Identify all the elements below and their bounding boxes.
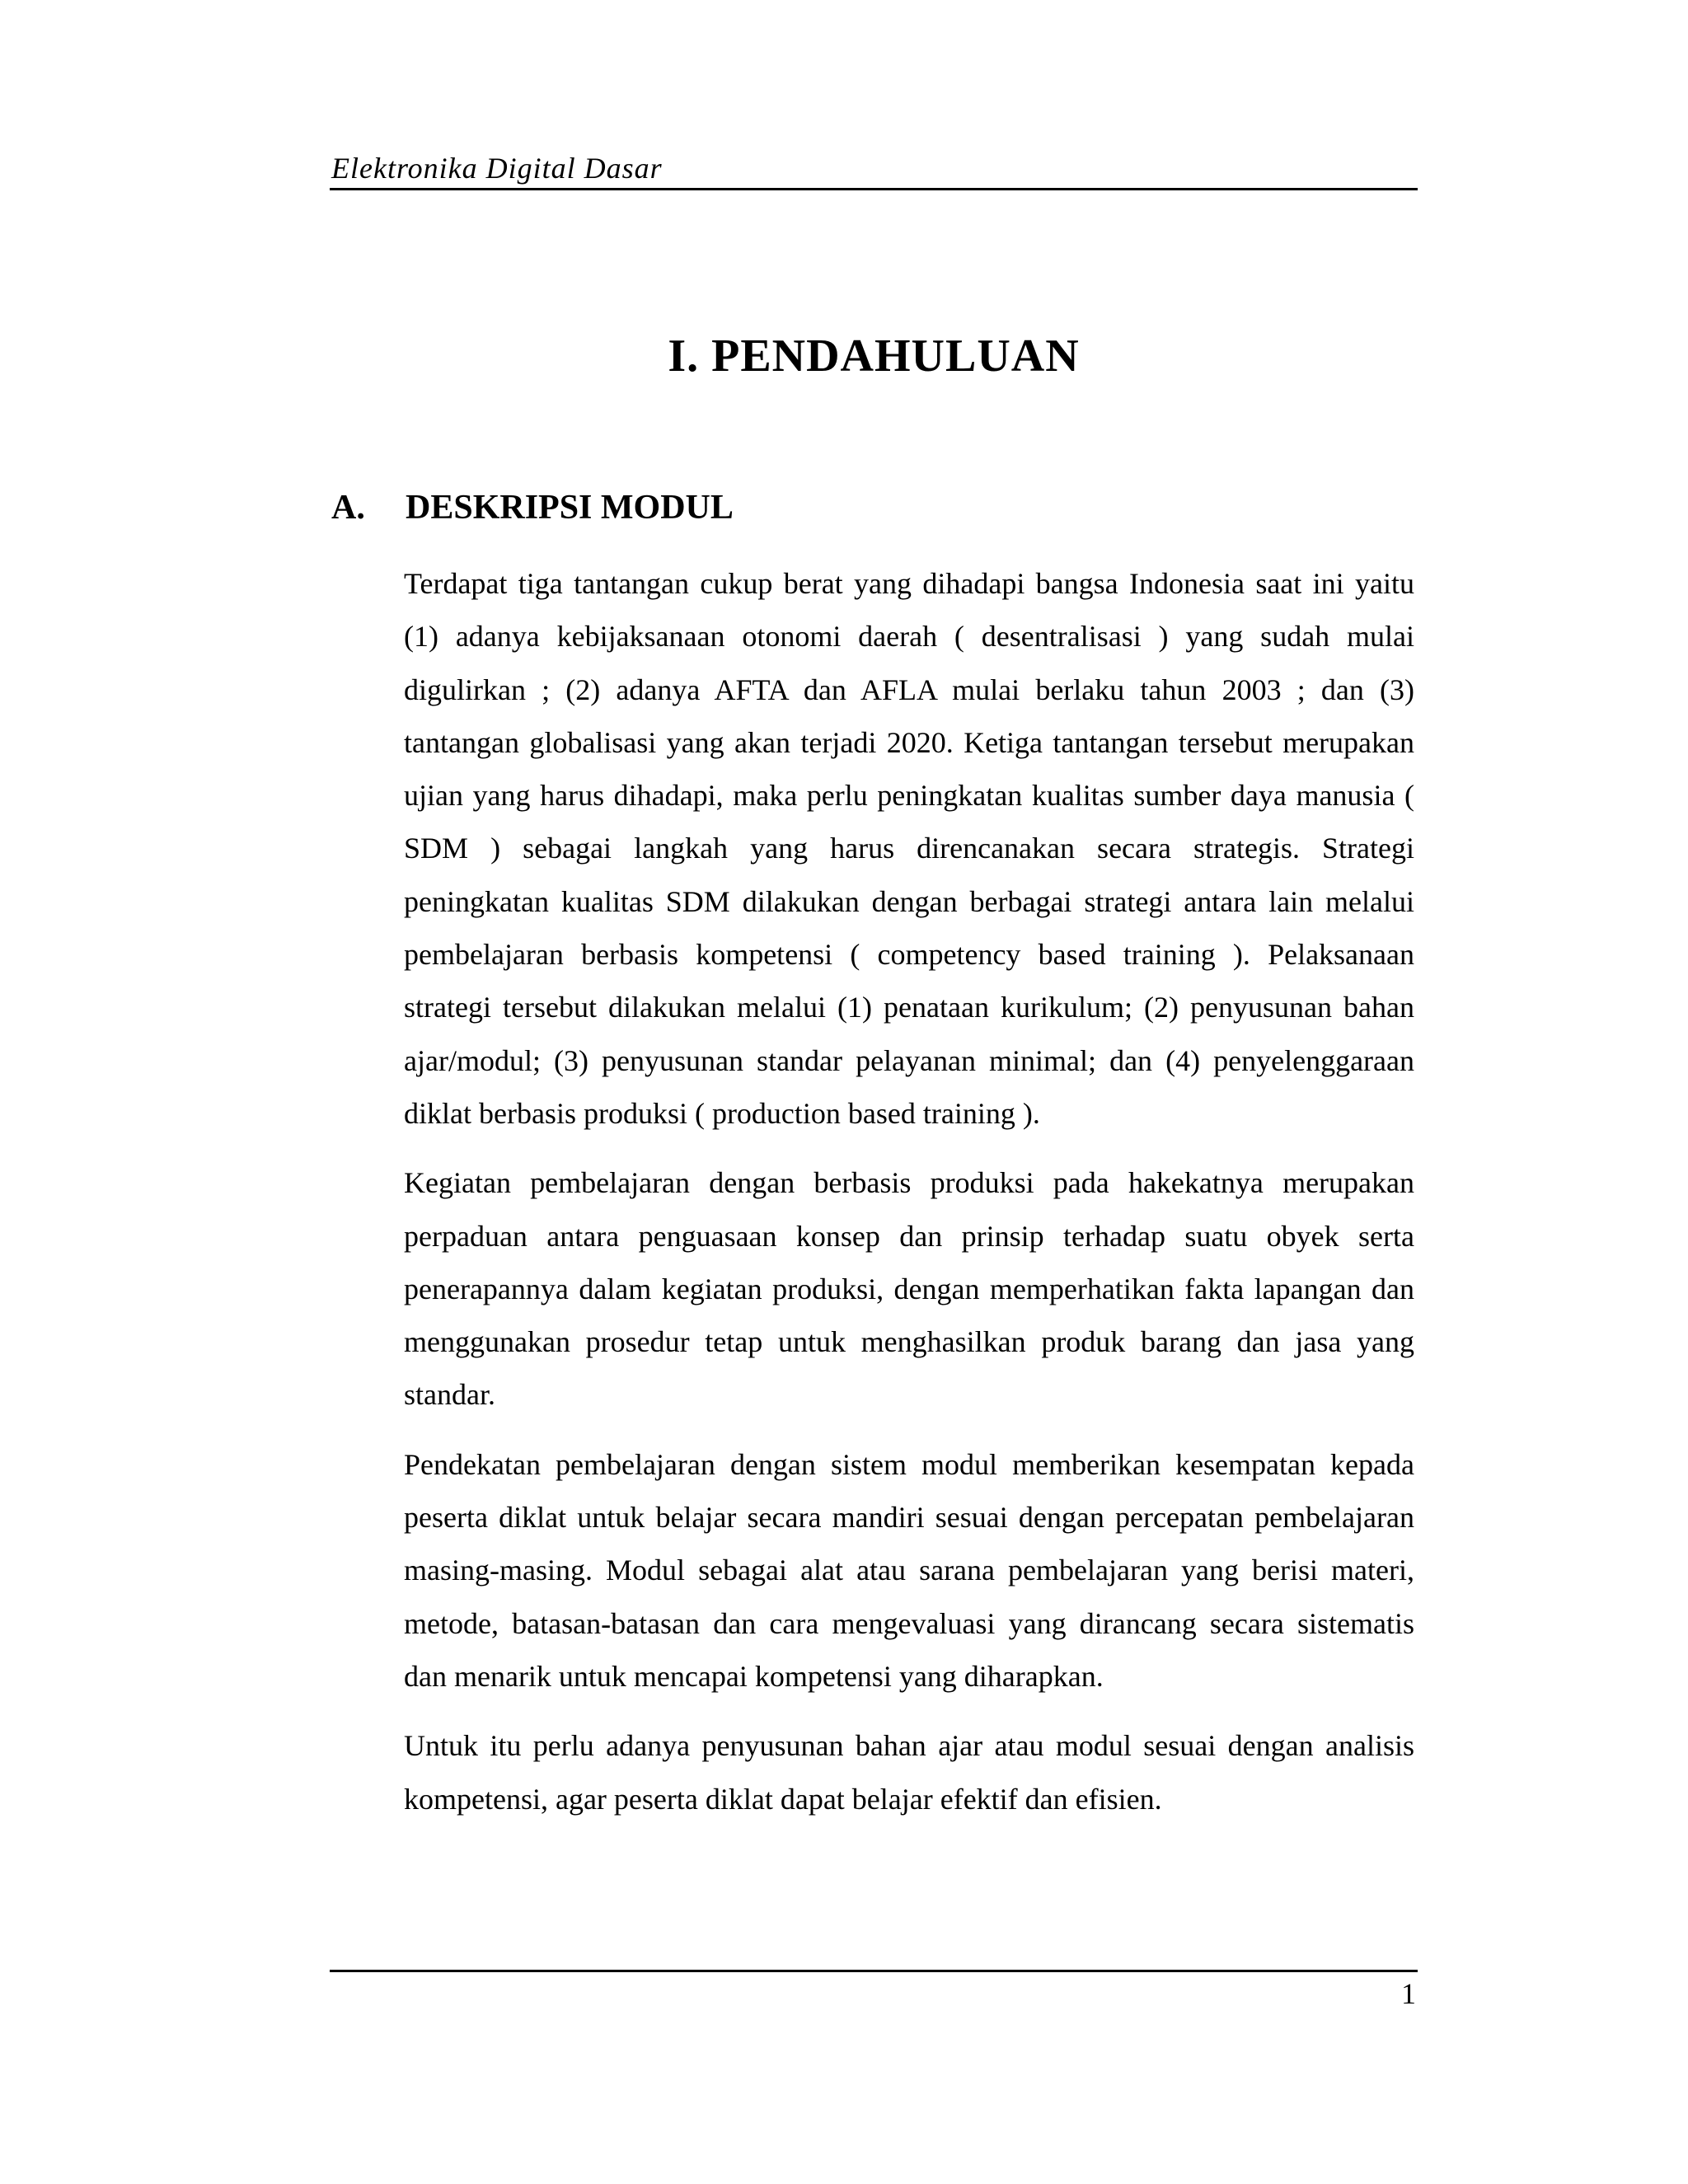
- page-number: 1: [1401, 1977, 1416, 2010]
- section-heading: [331, 488, 734, 527]
- paragraph: Terdapat tiga tantangan cukup berat yang dihadapi bangsa Indonesia saat ini yaitu (1) adanya kebijaksanaan otonomi daerah ( desentralisasi ) yang sudah mulai digulirkan ; (2) adanya AFTA dan AFLA mulai berlaku tahun 2003 ; dan (3) tantangan globalisasi yang akan terjadi 2020. Ketiga tantangan tersebut merupakan ujian yang harus dihadapi, maka perlu peningkatan kualitas sumber daya manusia ( SDM ) sebagai langkah yang harus direncanakan secara strategis. Strategi peningkatan kualitas SDM dilakukan dengan berbagai strategi antara lain melalui pembelajaran berbasis kompetensi ( competency based training ). Pelaksanaan strategi tersebut dilakukan melalui (1) penataan kurikulum; (2) penyusunan bahan ajar/modul; (3) penyusunan standar pelayanan minimal; dan (4) penyelenggaraan diklat berbasis produksi ( production based training ).: [404, 567, 1414, 1130]
- body-text: [404, 557, 1414, 1842]
- paragraph: Untuk itu perlu adanya penyusunan bahan ajar atau modul sesuai dengan analisis kompetensi, agar peserta diklat dapat belajar efektif dan efisien.: [404, 1729, 1414, 1816]
- paragraph: Pendekatan pembelajaran dengan sistem modul memberikan kesempatan kepada peserta diklat untuk belajar secara mandiri sesuai dengan percepatan pembelajaran masing-masing. Modul sebagai alat atau sarana pembelajaran yang berisi materi, metode, batasan-batasan dan cara mengevaluasi yang dirancang secara sistematis dan menarik untuk mencapai kompetensi yang diharapkan.: [404, 1447, 1414, 1693]
- paragraph: Kegiatan pembelajaran dengan berbasis produksi pada hakekatnya merupakan perpaduan antara penguasaan konsep dan prinsip terhadap suatu obyek serta penerapannya dalam kegiatan produksi, dengan memperhatikan fakta lapangan dan menggunakan prosedur tetap untuk menghasilkan produk barang dan jasa yang standar.: [404, 1166, 1414, 1412]
- section-number: A.: [331, 489, 365, 527]
- header-rule: [330, 188, 1418, 190]
- chapter-title: I. PENDAHULUAN: [668, 330, 1080, 382]
- footer-rule: [330, 1970, 1418, 1972]
- running-header: Elektronika Digital Dasar: [331, 152, 663, 185]
- section-title: DESKRIPSI MODUL: [406, 489, 734, 527]
